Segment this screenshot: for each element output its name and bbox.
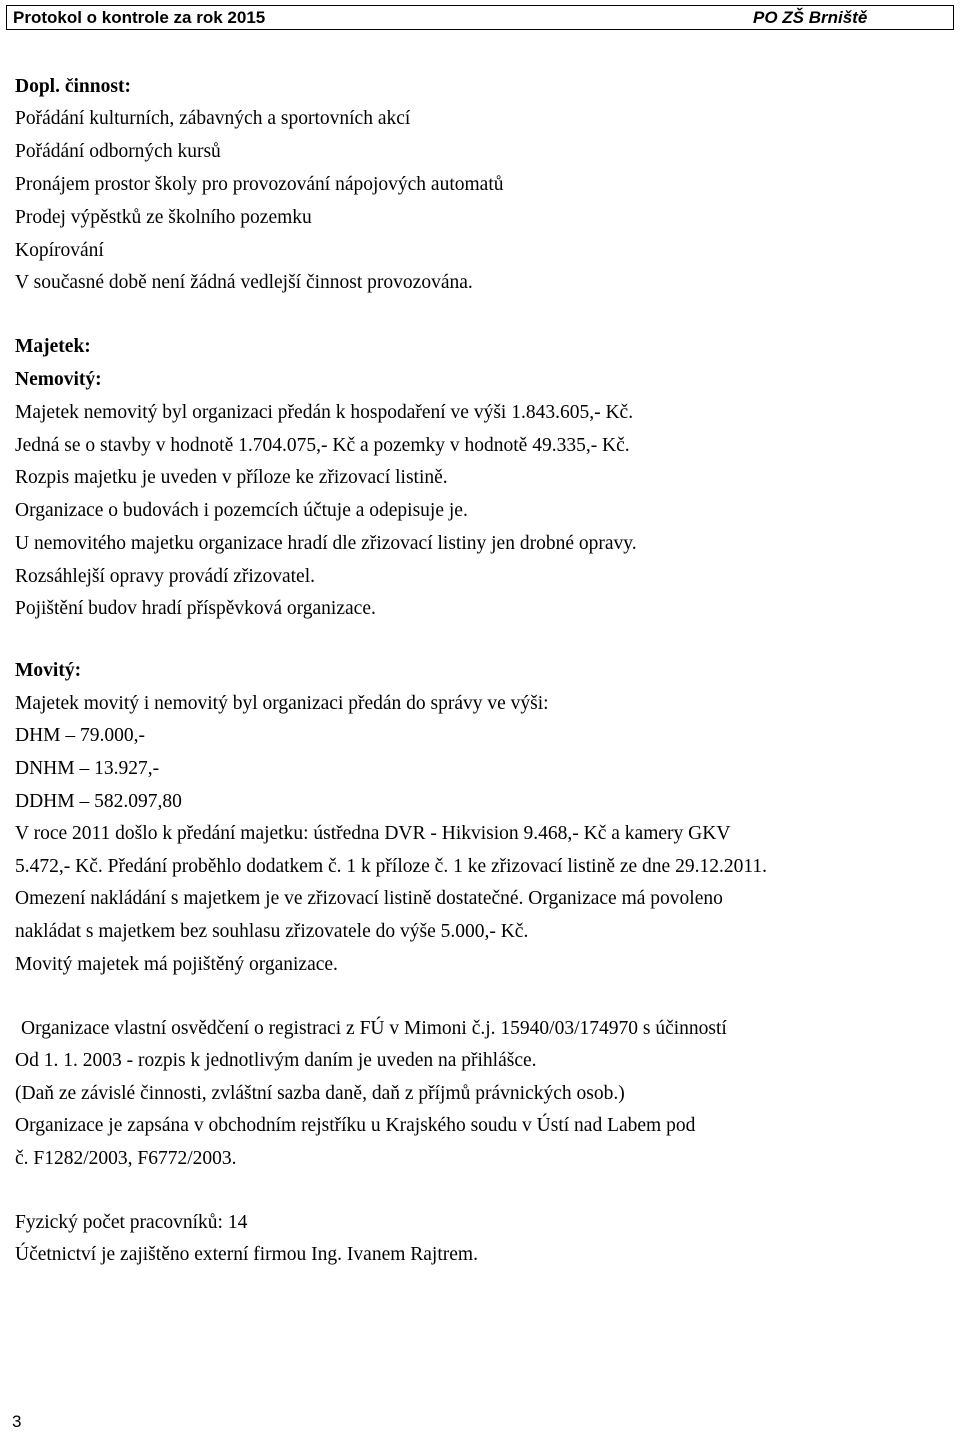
pracovnici-line: Účetnictví je zajištěno externí firmou Ing. Ivanem Rajtrem. [15, 1244, 478, 1265]
movity-line: DNHM – 13.927,- [15, 758, 160, 779]
movity-line: Omezení nakládání s majetkem je ve zřizovací listině dostatečné. Organizace má povoleno [15, 888, 723, 909]
movity-line: DDHM – 582.097,80 [15, 791, 182, 812]
registrace-line: (Daň ze závislé činnosti, zvláštní sazba daně, daň z příjmů právnických osob.) [15, 1083, 625, 1104]
dopl-item: Pořádání kulturních, zábavných a sportovních akcí [15, 108, 411, 129]
section-heading-majetek: Majetek: [15, 336, 91, 357]
registrace-line: Organizace je zapsána v obchodním rejstříku u Krajského soudu v Ústí nad Labem pod [15, 1115, 696, 1136]
movity-line: Movitý majetek má pojištěný organizace. [15, 954, 338, 975]
nemovity-line: Jedná se o stavby v hodnotě 1.704.075,- Kč a pozemky v hodnotě 49.335,- Kč. [15, 435, 630, 456]
movity-line: V roce 2011 došlo k předání majetku: ústředna DVR - Hikvision 9.468,- Kč a kamery GKV [15, 823, 731, 844]
movity-line: nakládat s majetkem bez souhlasu zřizovatele do výše 5.000,- Kč. [15, 921, 529, 942]
nemovity-line: U nemovitého majetku organizace hradí dle zřizovací listiny jen drobné opravy. [15, 533, 637, 554]
document-title: Protokol o kontrole za rok 2015 [13, 8, 266, 27]
registrace-line: Od 1. 1. 2003 - rozpis k jednotlivým daním je uveden na přihlášce. [15, 1050, 537, 1071]
movity-line: 5.472,- Kč. Předání proběhlo dodatkem č. 1 k příloze č. 1 ke zřizovací listině ze dne 29.12.2011. [15, 856, 767, 877]
registrace-line: Organizace vlastní osvědčení o registraci z FÚ v Mimoni č.j. 15940/03/174970 s účinností [21, 1018, 727, 1039]
dopl-item: Pronájem prostor školy pro provozování nápojových automatů [15, 174, 504, 195]
page-header [6, 5, 954, 30]
registrace-line: č. F1282/2003, F6772/2003. [15, 1148, 237, 1169]
nemovity-line: Pojištění budov hradí příspěvková organizace. [15, 598, 376, 619]
page-number: 3 [12, 1412, 22, 1431]
subsection-heading-movity: Movitý: [15, 660, 82, 681]
dopl-item: Kopírování [15, 240, 104, 261]
dopl-item: Prodej výpěstků ze školního pozemku [15, 207, 312, 228]
movity-line: DHM – 79.000,- [15, 725, 145, 746]
section-heading-dopl: Dopl. činnost: [15, 76, 131, 97]
nemovity-line: Rozsáhlejší opravy provádí zřizovatel. [15, 566, 315, 587]
organization-name: PO ZŠ Brniště [753, 8, 868, 27]
dopl-item: V současné době není žádná vedlejší činnost provozována. [15, 272, 473, 293]
nemovity-line: Organizace o budovách i pozemcích účtuje a odepisuje je. [15, 500, 468, 521]
nemovity-line: Majetek nemovitý byl organizaci předán k hospodaření ve výši 1.843.605,- Kč. [15, 402, 634, 423]
dopl-item: Pořádání odborných kursů [15, 141, 221, 162]
pracovnici-line: Fyzický počet pracovníků: 14 [15, 1212, 248, 1233]
movity-line: Majetek movitý i nemovitý byl organizaci předán do správy ve výši: [15, 693, 549, 714]
nemovity-line: Rozpis majetku je uveden v příloze ke zřizovací listině. [15, 467, 448, 488]
subsection-heading-nemovity: Nemovitý: [15, 369, 102, 390]
